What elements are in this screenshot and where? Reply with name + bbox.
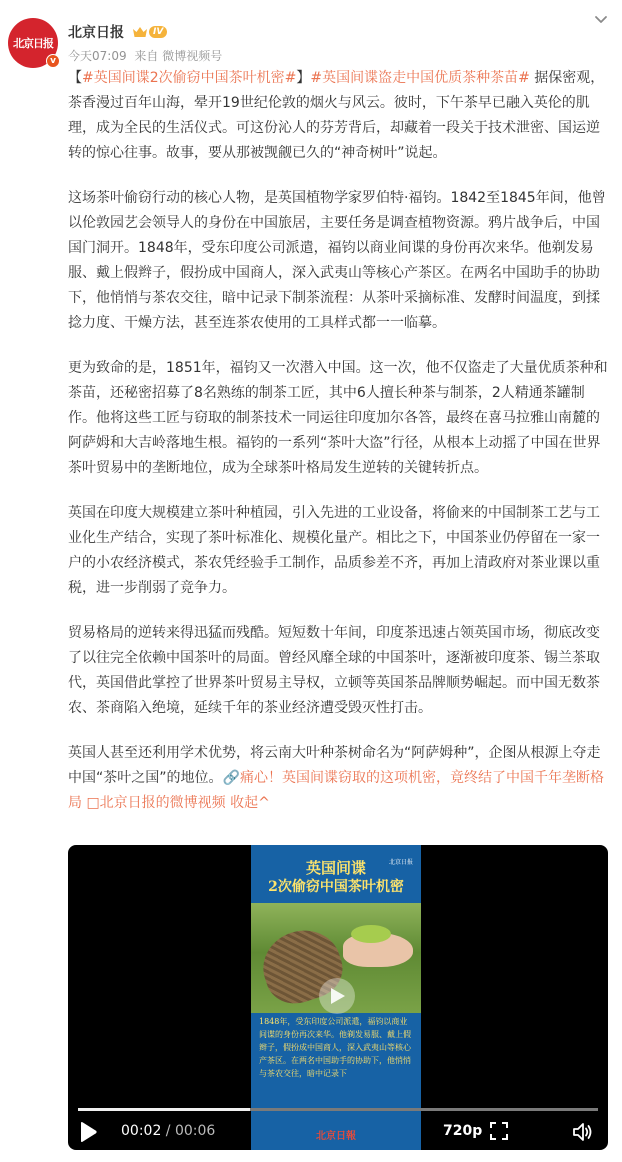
video-source-link[interactable]: □北京日报的微博视频	[86, 795, 226, 811]
poster-subtitle: 2次偷窃中国茶叶机密	[268, 879, 404, 895]
duration: 00:06	[174, 1123, 216, 1139]
play-overlay-button[interactable]	[319, 978, 355, 1014]
crown-icon	[132, 25, 148, 39]
paragraph-6	[68, 741, 608, 816]
post-body	[68, 66, 608, 836]
player-controls	[68, 1117, 608, 1147]
paragraph-4: 英国在印度大规模建立茶叶种植园，引入先进的工业设备，将偷来的中国制茶工艺与工业化生产结合，实现了茶叶标准化、规模化量产。相比之下，中国茶业仍停留在一家一户的小农经济模式，茶农凭经验手工制作，品质参差不齐，再加上清政府对茶业课以重税，进一步削弱了竞争力。	[68, 505, 600, 596]
name-row	[68, 22, 167, 42]
paragraph-3: 更为致命的是，1851年，福钧又一次潜入中国。这一次，他不仅盗走了大量优质茶种和茶苗，还秘密招募了8名熟练的制茶工匠，其中6人擅长种茶与制茶，2人精通茶罐制作。他将这些工匠与窃取的制茶技术一同运往印度加尔各答，最终在喜马拉雅山南麓的阿萨姆和大吉岭落地生根。福钧的一系列“茶叶大盗”行径，从根本上动摇了中国在世界茶叶贸易中的垄断地位，成为全球茶叶格局发生逆转的关键转折点。	[68, 360, 608, 476]
bracket-open: 【	[68, 70, 82, 86]
poster-title: 英国间谍	[305, 859, 366, 877]
poster-logo: 北京日报	[388, 859, 413, 866]
hashtag-link[interactable]: #英国间谍2次偷窃中国茶叶机密#	[82, 70, 297, 86]
bracket-close: 】	[296, 70, 311, 86]
play-button-icon[interactable]	[78, 1121, 98, 1143]
progress-fill	[78, 1108, 250, 1111]
vip-level-badge[interactable]: IV	[149, 26, 167, 38]
hashtag-link[interactable]: #英国间谍盗走中国优质茶种茶苗#	[310, 70, 530, 86]
video-player[interactable]	[68, 845, 608, 1150]
play-icon	[330, 987, 346, 1005]
avatar-text: 北京日报	[13, 37, 53, 50]
collapse-label: 收起	[230, 795, 259, 811]
current-time: 00:02	[121, 1123, 162, 1139]
poster-footer-logo: 北京日報	[316, 1131, 356, 1142]
article-link[interactable]: 🔗痛心！英国间谍窃取的这项机密，竟终结了中国千年垄断格局	[68, 770, 604, 811]
paragraph-1	[68, 66, 608, 166]
quality-selector[interactable]: 720p	[443, 1123, 483, 1139]
progress-bar[interactable]	[78, 1108, 598, 1111]
poster-caption: 1848年，受东印度公司派遣，福钧以商业间谍的身份再次来华。他剃发易服、戴上假辫子，假扮成中国商人，深入武夷山等核心产茶区。在两名中国助手的协助下，他悄悄与茶农交往，暗中记录下	[259, 1017, 411, 1078]
chevron-down-icon[interactable]	[592, 10, 610, 28]
post-source: 来自 微博视频号	[134, 49, 223, 63]
paragraph-5: 贸易格局的逆转来得迅猛而残酷。短短数十年间，印度茶迅速占领英国市场，彻底改变了以往完全依赖中国茶叶的局面。曾经风靡全球的中国茶叶，逐渐被印度茶、锡兰茶取代，英国借此掌控了世界茶叶贸易主导权，立顿等英国茶品牌顺势崛起。而中国无数茶农、茶商陷入绝境，延续千年的茶业经济遭受毁灭性打击。	[68, 625, 600, 716]
tea-leaves-shape	[351, 925, 391, 943]
paragraph-text: 英国人甚至还利用学术优势，将云南大叶种茶树命名为“阿萨姆种”，企图从根源上夺走中国“茶叶之国”的地位。	[68, 745, 601, 786]
username[interactable]: 北京日报	[68, 25, 124, 41]
chevron-up-icon: ^	[258, 795, 270, 811]
paragraph-text: 据保密观，茶香漫过百年山海，晕开19世纪伦敦的烟火与风云。彼时，下午茶早已融入英伦的肌理，成为全民的生活仪式。可这份沁人的芬芳背后，却藏着一段关于技术泄密、国运逆转的惊心往事。故事，要从那被觊觎已久的“神奇树叶”说起。	[68, 70, 605, 161]
volume-icon[interactable]	[572, 1122, 594, 1142]
post-time[interactable]: 今天07:09	[68, 49, 127, 63]
paragraph-2: 这场茶叶偷窃行动的核心人物，是英国植物学家罗伯特·福钧。1842至1845年间，他曾以伦敦园艺会领导人的身份在中国旅居，主要任务是调查植物资源。鸦片战争后，中国国门洞开。1848年，受东印度公司派遣，福钧以商业间谍的身份再次来华。他剃发易服、戴上假辫子，假扮成中国商人，深入武夷山等核心产茶区。在两名中国助手的协助下，他悄悄与茶农交往，暗中记录下制茶流程：从茶叶采摘标准、发酵时间温度，到揉捻力度、干燥方法，甚至连茶农使用的工具样式都一一临摹。	[68, 190, 606, 331]
collapse-button[interactable]	[230, 795, 270, 811]
fullscreen-icon[interactable]	[490, 1122, 508, 1140]
post-header	[0, 0, 622, 68]
time-separator: /	[161, 1123, 175, 1139]
verified-badge-icon: v	[46, 54, 60, 68]
post-meta	[68, 47, 226, 64]
time-display	[121, 1123, 215, 1139]
